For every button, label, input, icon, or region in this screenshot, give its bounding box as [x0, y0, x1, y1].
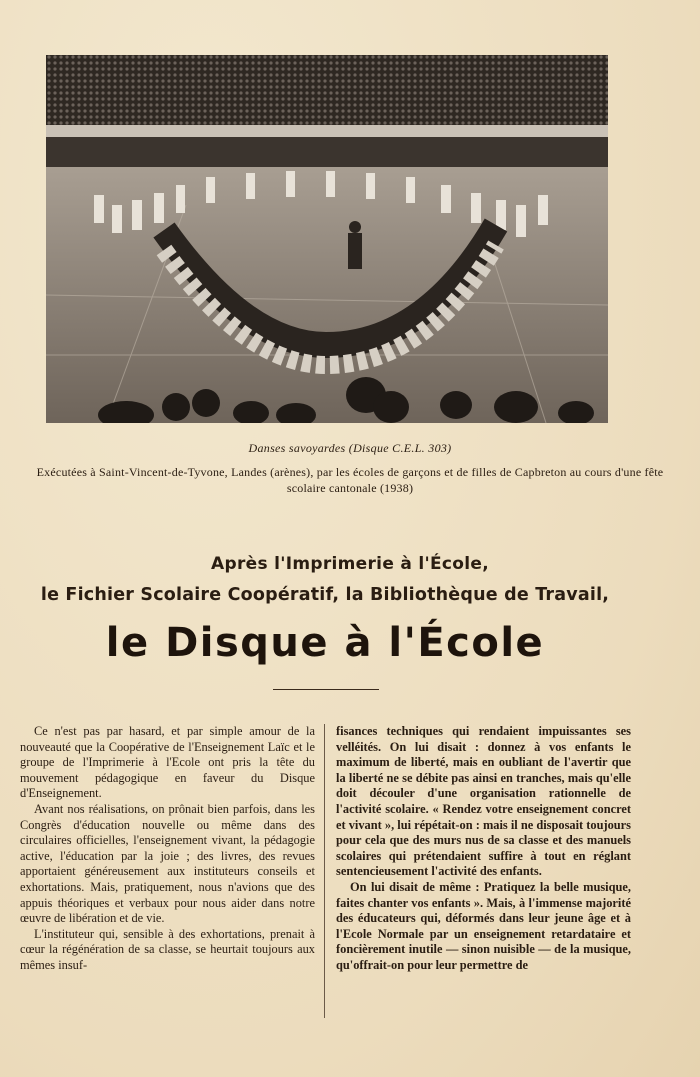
photo-illustration — [46, 55, 608, 423]
heading-line-1: Après l'Imprimerie à l'École, — [211, 554, 489, 574]
paragraph: L'instituteur qui, sensible à des exhortations, prenait à cœur la régénération de sa classe, se heurtait toujours aux mêmes insuf- — [20, 926, 315, 972]
paragraph: Avant nos réalisations, on prônait bien parfois, dans les Congrès d'éducation nouvelle ou même dans des circulaires officielles, l'enseignement vivant, la pédagogie active, l'éducation par la joie ; des livres, des revues apportaient généreusement aux instituteurs conseils et exhortations. Mais, pratiquement, nous n'avions que des appuis théoriques et verbaux pour nous aider dans notre œuvre de libération et de vie. — [20, 801, 315, 926]
paragraph: fisances techniques qui rendaient impuissantes ses velléités. On lui disait : donnez à vos enfants le maximum de liberté, mais en oubliant de l'avertir que la liberté ne se débite pas ainsi en tranches, mais qu'elle doit découler d'une organisation rationnelle de l'activité scolaire. « Rendez votre enseignement concret et vivant », lui répétait-on : mais il ne disposait toujours pour cela que des murs nus de sa classe et des manuels scolaires qui prétendaient suffire à tout en réglant sentencieusement l'activité des enfants. — [336, 724, 631, 879]
article-title: le Disque à l'École — [105, 620, 545, 666]
photo-caption-title: Danses savoyardes (Disque C.E.L. 303) — [248, 441, 452, 455]
article-column-right — [336, 724, 631, 974]
photo-caption-text: Exécutées à Saint-Vincent-de-Tyvone, Landes (arènes), par les écoles de garçons et de filles de Capbreton au cours d'une fête scolaire cantonale (1938) — [36, 465, 664, 495]
paragraph: On lui disait de même : Pratiquez la belle musique, faites chanter vos enfants ». Mais, à l'immense majorité des éducateurs qui, déformés dans leur jeune âge et à l'Ecole Normale par un enseignement retardataire et foncièrement inutile — sinon nuisible — de la musique, qu'offrait-on pour leur permettre de — [336, 879, 631, 972]
title-divider — [273, 689, 379, 690]
heading-line-2: le Fichier Scolaire Coopératif, la Bibliothèque de Travail, — [40, 585, 610, 605]
photo-danses-savoyardes — [46, 55, 608, 423]
article-column-left — [20, 724, 315, 974]
paragraph: Ce n'est pas par hasard, et par simple amour de la nouveauté que la Coopérative de l'Enseignement Laïc et le groupe de l'Imprimerie à l'Ecole ont pris la tête du mouvement pédagogique en faveur du Disque d'Enseignement. — [20, 724, 315, 801]
column-divider — [324, 724, 325, 1018]
